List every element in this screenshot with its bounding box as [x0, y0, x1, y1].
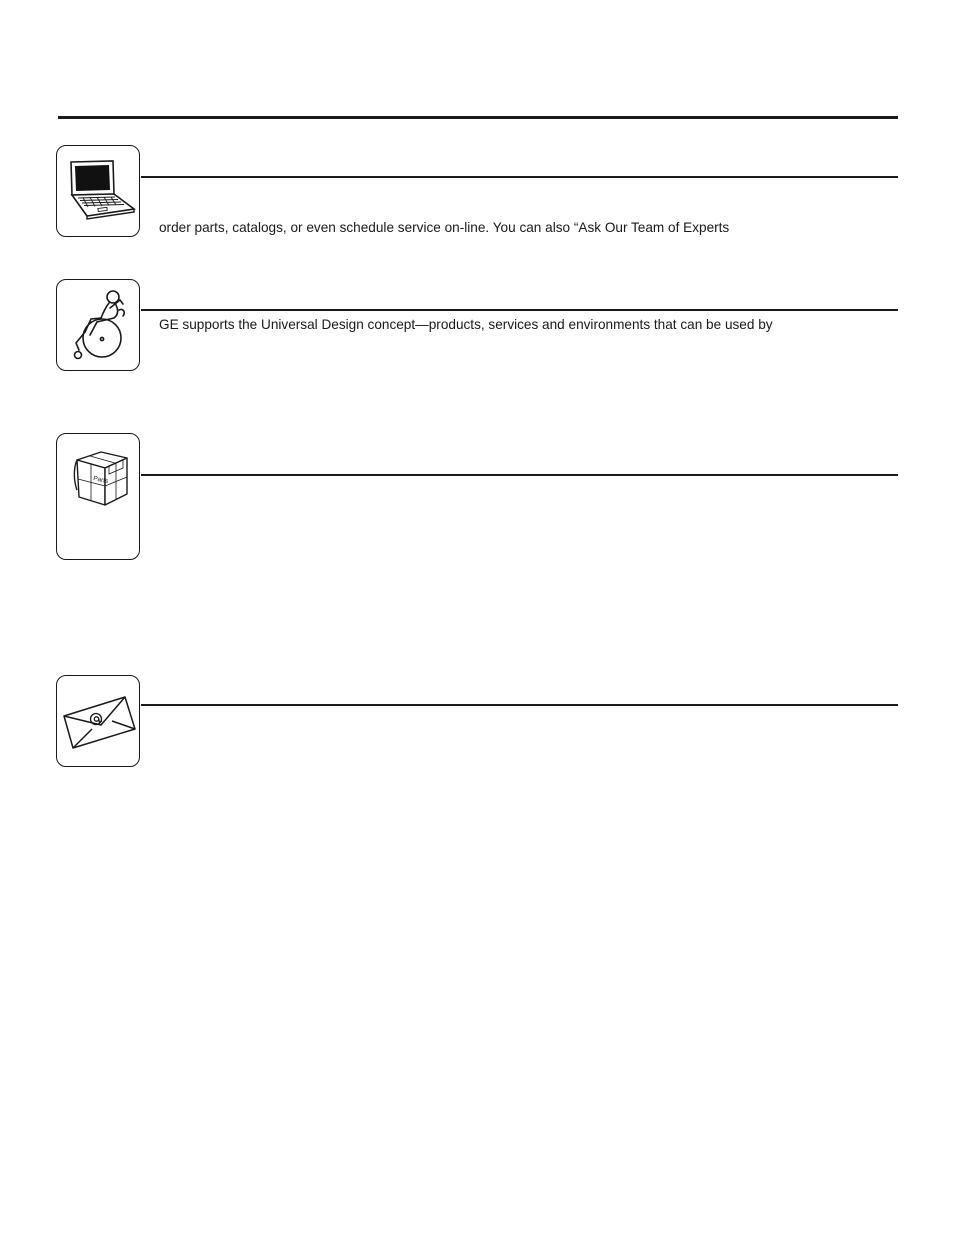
parts-box-icon: [57, 434, 141, 561]
laptop-icon: [57, 146, 141, 238]
laptop-icon-frame: [56, 145, 140, 237]
section-rule-parts: [141, 474, 898, 476]
wheelchair-icon-frame: [56, 279, 140, 371]
parts-box-icon-frame: [56, 433, 140, 560]
page-header-rule: [58, 116, 898, 119]
parts-box-label: Parts: [92, 475, 109, 486]
wheelchair-icon: [57, 280, 141, 372]
online-section-text: order parts, catalogs, or even schedule service on-line. You can also “Ask Our Team of Experts: [159, 220, 730, 235]
email-envelope-icon-frame: [56, 675, 140, 767]
universal-design-section-text: GE supports the Universal Design concept—products, services and environments that can be used by: [159, 317, 773, 332]
section-rule-contact: [141, 704, 898, 706]
section-rule-universal-design: [141, 309, 898, 311]
section-rule-online: [141, 176, 898, 178]
email-envelope-icon: [57, 676, 141, 768]
